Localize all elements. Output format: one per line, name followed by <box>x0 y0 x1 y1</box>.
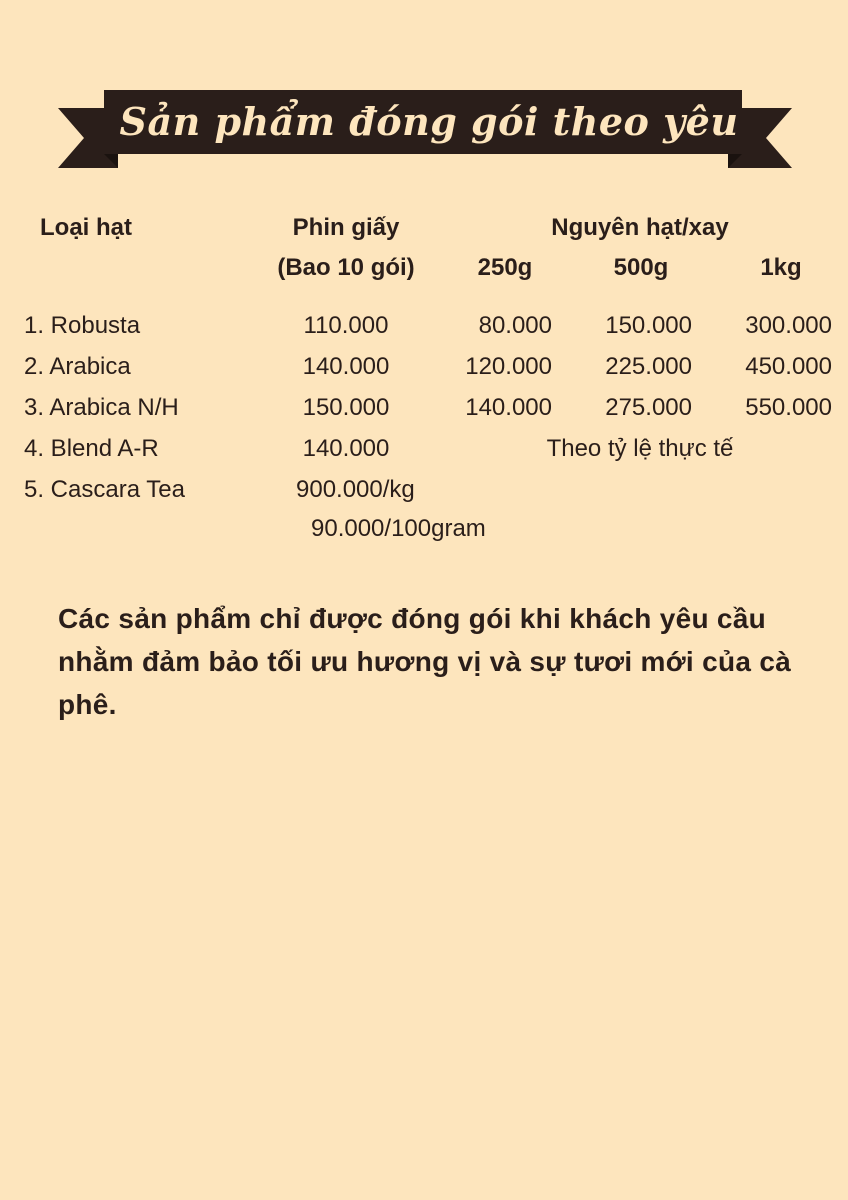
row-3-filter: 150.000 <box>302 394 390 421</box>
header-whole-ground: Nguyên hạt/xay <box>551 214 729 241</box>
row-3-250g: 140.000 <box>465 394 552 421</box>
row-2-250g: 120.000 <box>465 353 552 380</box>
title-banner <box>0 0 848 208</box>
row-1-1kg: 300.000 <box>745 312 832 339</box>
row-5-name: 5. Cascara Tea <box>24 476 185 503</box>
header-filter: Phin giấy <box>292 214 400 241</box>
row-4-merged-note: Theo tỷ lệ thực tế <box>546 435 734 462</box>
header-filter-sub: (Bao 10 gói) <box>277 254 415 281</box>
row-3-name: 3. Arabica N/H <box>24 394 179 421</box>
header-250g: 250g <box>477 254 533 281</box>
row-5-filter-extra: 90.000/100gram <box>311 515 486 542</box>
row-5-filter: 900.000/kg <box>296 476 415 503</box>
row-1-500g: 150.000 <box>605 312 692 339</box>
row-1-filter: 110.000 <box>303 312 389 339</box>
row-1-250g: 80.000 <box>478 312 552 339</box>
packaging-note: Các sản phẩm chỉ được đóng gói khi khách yêu cầu nhằm đảm bảo tối ưu hương vị và sự tươi mới của cà phê. <box>58 603 792 720</box>
row-3-1kg: 550.000 <box>745 394 832 421</box>
header-1kg: 1kg <box>760 254 802 281</box>
header-500g: 500g <box>613 254 669 281</box>
row-1-name: 1. Robusta <box>24 312 141 339</box>
row-2-filter: 140.000 <box>302 353 390 380</box>
page-title: Sản phẩm đóng gói theo yêu cầu <box>119 99 739 208</box>
header-type: Loại hạt <box>40 214 133 241</box>
row-4-name: 4. Blend A-R <box>24 435 159 462</box>
row-4-filter: 140.000 <box>302 435 390 462</box>
row-2-1kg: 450.000 <box>745 353 832 380</box>
row-3-500g: 275.000 <box>605 394 692 421</box>
row-2-500g: 225.000 <box>605 353 692 380</box>
row-2-name: 2. Arabica <box>24 353 131 380</box>
